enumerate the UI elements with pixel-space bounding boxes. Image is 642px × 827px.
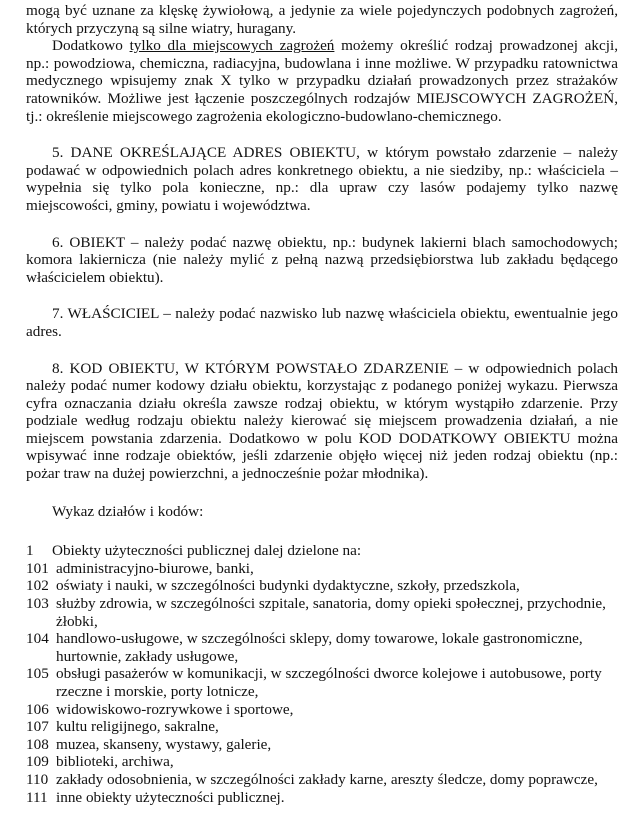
code-number: 106 <box>26 700 49 718</box>
code-description: służby zdrowia, w szczególności szpitale, sanatoria, domy opieki społecznej, przychodnie, żłobki, <box>56 595 606 630</box>
code-description: handlowo-usługowe, w szczególności sklepy, domy towarowe, lokale gastronomiczne, hurtownie, zakłady usługowe, <box>56 630 583 665</box>
code-row <box>26 577 618 595</box>
code-number: 103 <box>26 595 49 613</box>
code-number: 102 <box>26 577 49 595</box>
code-row <box>26 630 618 665</box>
code-row <box>26 542 618 560</box>
section-7-paragraph: 7. WŁAŚCICIEL – należy podać nazwisko lub nazwę właściciela obiektu, ewentualnie jego adres. <box>26 305 618 340</box>
code-number: 108 <box>26 735 49 753</box>
intro-text-after: możemy określić rodzaj prowadzonej akcji, np.: powodziowa, chemiczna, radiacyjna, budowlana i inne możliwe. W przypadku ratownictwa medycznego wpisujemy znak X tylko w przypadku działań prowadzonych przez strażaków ratowników. Możliwe jest łączenie poszczególnych rodzajów MIEJSCOWYCH ZAGROŻEŃ, tj.: określenie miejscowego zagrożenia ekologiczno-budowlano-chemicznego. <box>26 37 618 125</box>
code-description: biblioteki, archiwa, <box>56 753 174 771</box>
code-row <box>26 665 618 700</box>
code-description: zakłady odosobnienia, w szczególności zakłady karne, areszty śledcze, domy poprawcze, <box>56 770 598 788</box>
code-row <box>26 736 618 754</box>
code-number: 1 <box>26 542 34 560</box>
code-description: muzea, skanseny, wystawy, galerie, <box>56 735 272 753</box>
code-description: obsługi pasażerów w komunikacji, w szczególności dworce kolejowe i autobusowe, porty rzeczne i morskie, porty lotnicze, <box>56 665 602 700</box>
code-description: Obiekty użyteczności publicznej dalej dzielone na: <box>52 542 362 560</box>
code-number: 109 <box>26 753 49 771</box>
codes-list <box>26 542 618 806</box>
code-row <box>26 771 618 789</box>
code-description: inne obiekty użyteczności publicznej. <box>56 788 285 806</box>
section-8-paragraph: 8. KOD OBIEKTU, W KTÓRYM POWSTAŁO ZDARZENIE – w odpowiednich polach należy podać numer kodowy działu obiektu, korzystając z podanego poniżej wykazu. Pierwsza cyfra oznaczania działu określa zawsze rodzaj obiektu, w którym wystąpiło zdarzenie. Przy podziale według rodzaju obiektu należy kierować się miejscem prowadzenia działań, a nie miejscem powstania zdarzenia. Dodatkowo w polu KOD DODATKOWY OBIEKTU można wpisywać inne rodzaje obiektów, jeśli zdarzenie objęło więcej niż jeden rodzaj obiektu (np.: pożar traw na dużej powierzchni, a jednocześnie pożar młodnika). <box>26 359 618 483</box>
section-5-paragraph: 5. DANE OKREŚLAJĄCE ADRES OBIEKTU, w którym powstało zdarzenie – należy podawać w odpowiednich polach adres konkretnego obiektu, a nie siedziby, np.: właściciela – wypełnia się tylko pola konieczne, np.: dla upraw czy lasów podajemy tylko nazwę miejscowości, gminy, powiatu i województwa. <box>26 144 618 214</box>
code-number: 111 <box>26 788 48 806</box>
code-description: kultu religijnego, sakralne, <box>56 718 219 736</box>
document-page <box>26 2 618 806</box>
code-description: administracyjno-biurowe, banki, <box>56 559 254 577</box>
code-row <box>26 789 618 807</box>
section-6-paragraph: 6. OBIEKT – należy podać nazwę obiektu, np.: budynek lakierni blach samochodowych; komora lakiernicza (nie należy mylić z pełną nazwą przedsiębiorstwa lub zakładu będącego właścicielem obiektu). <box>26 233 618 286</box>
code-number: 101 <box>26 559 49 577</box>
underlined-phrase: tylko dla miejscowych zagrożeń <box>129 37 335 55</box>
code-row <box>26 560 618 578</box>
code-number: 110 <box>26 770 49 788</box>
code-description: widowiskowo-rozrywkowe i sportowe, <box>56 700 294 718</box>
codes-list-title: Wykaz działów i kodów: <box>52 502 204 520</box>
code-description: oświaty i nauki, w szczególności budynki dydaktyczne, szkoły, przedszkola, <box>56 577 520 595</box>
code-row <box>26 753 618 771</box>
intro-paragraph <box>26 37 618 125</box>
code-number: 104 <box>26 630 49 648</box>
intro-text-before: Dodatkowo <box>52 37 130 55</box>
code-row <box>26 718 618 736</box>
code-number: 105 <box>26 665 49 683</box>
code-row <box>26 701 618 719</box>
code-number: 107 <box>26 718 49 736</box>
code-row <box>26 595 618 630</box>
intro-continuation: mogą być uznane za klęskę żywiołową, a jedynie za wiele pojedynczych podobnych zagrożeń, których przyczyną są silne wiatry, huragany. <box>26 2 618 37</box>
